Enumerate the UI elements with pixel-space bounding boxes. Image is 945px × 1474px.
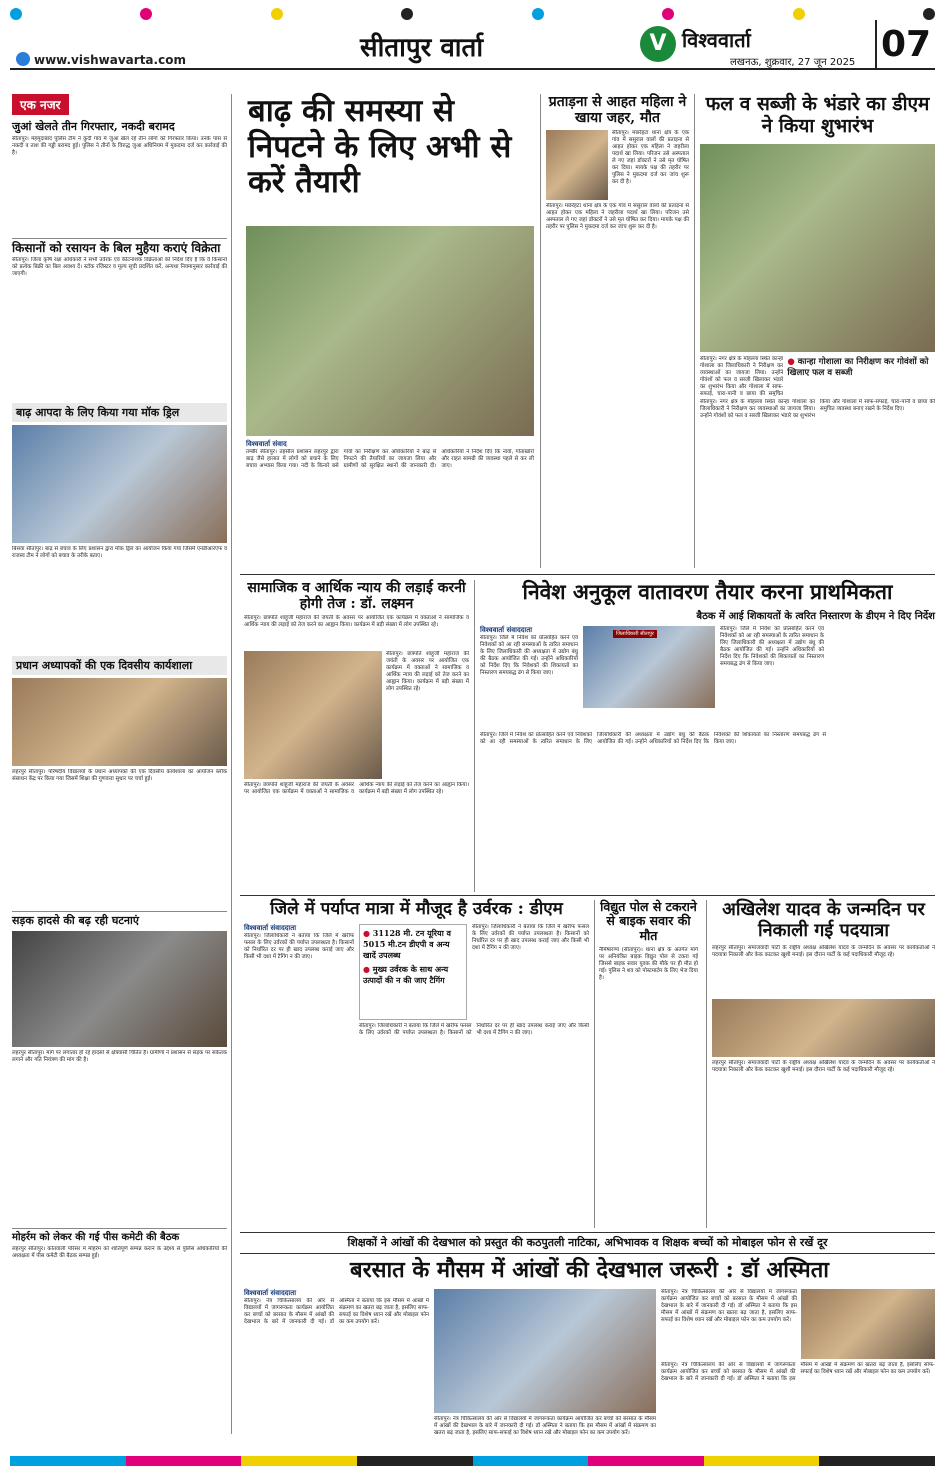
story6-byline: विश्ववार्ता संवाददाता — [244, 923, 297, 932]
story5-right: सीतापुर। जिले में निवेश को प्रोत्साहित करने एवं निवेशकों को आ रही समस्याओं के त्वरित समाधान के लिए जिलाधिकारी की अध्यक्षता में उद्योग बंधु की बैठक आयोजित की गई। उन्होंने अधिकारियों को निर्देश दिए कि निवेशकों की शिकायतों का निस्तारण समयबद्ध ढंग से किया जाए। — [720, 626, 824, 668]
brand-name: विश्ववार्ता — [682, 28, 751, 52]
divider — [240, 895, 935, 896]
story9-headline: बरसात के मौसम में आंखों की देखभाल जरूरी : डॉ अस्मिता — [350, 1257, 829, 1283]
road-photo — [12, 931, 227, 1047]
cyan-mark — [10, 8, 22, 20]
story9-col4: सीतापुर। नेत्र चिकित्सालय की ओर से विद्यालयों में जागरूकता कार्यक्रम आयोजित कर बच्चों को बरसात के मौसम में आंखों की देखभाल के बारे में जानकारी दी गई। डॉ अस्मिता ने बताया कि इस मौसम में आंखों में संक्रमण का खतरा बढ़ जाता है, इसलिए साफ-सफाई का विशेष ध्यान रखें और मोबाइल फोन का कम उपयोग करें। — [661, 1362, 935, 1383]
story7-text: नैमिषारण्य (सीतापुर)। थाना क्षेत्र के अंतर्गत मार्ग पर अनियंत्रित बाइक विद्युत पोल से टकरा गई जिससे बाइक सवार युवक की मौके पर ही मौत हो गई। पुलिस ने शव को पोस्टमार्टम के लिए भेज दिया है। — [599, 947, 698, 982]
brief-title: मोहर्रम को लेकर की गई पीस कमेटी की बैठक — [12, 1228, 227, 1244]
story-bike-accident — [594, 900, 702, 1228]
story6-col2: सीतापुर। जिलाधिकारी ने बताया कि जिले में खरीफ फसल के लिए उर्वरकों की पर्याप्त उपलब्धता है। किसानों को निर्धारित दर पर ही खाद उपलब्ध कराई जाए और किसी भी दशा में टैगिंग न की जाए। — [472, 923, 589, 951]
story8-text: लहरपुर सीतापुर। समाजवादी पार्टी के राष्ट्रीय अध्यक्ष अखिलेश यादव के जन्मदिन के अवसर पर कार्यकर्ताओं ने पदयात्रा निकाली और केक काटकर खुशी मनाई। इस दौरान पार्टी के कई पदाधिकारी मौजूद रहे। — [712, 1060, 935, 1074]
sidebar-column — [12, 94, 232, 1434]
main-story-body — [246, 440, 534, 570]
story2-text-a: सीतापुर। मछरेहटा थाना क्षेत्र के एक गांव में ससुराल वालों की प्रताड़ना से आहत होकर एक महिला ने जहरीला पदार्थ खा लिया। परिजन उसे अस्पताल ले गए जहां डॉक्टरों ने उसे मृत घोषित कर दिया। मायके पक्ष की तहरीर पर पुलिस ने मुकदमा दर्ज कर जांच शुरू कर दी है। — [612, 130, 689, 186]
brief-title: जुआं खेलते तीन गिरफ्तार, नकदी बरामद — [12, 120, 175, 133]
magenta-mark — [140, 8, 152, 20]
flood-inspection-photo — [246, 226, 534, 436]
story3-caption — [787, 356, 935, 396]
bullet-icon: ● — [363, 927, 373, 938]
story9-col1: सीतापुर। नेत्र चिकित्सालय की ओर से विद्यालयों में जागरूकता कार्यक्रम आयोजित कर बच्चों को बरसात के मौसम में आंखों की देखभाल के बारे में जानकारी दी गई। डॉ अस्मिता ने बताया कि इस मौसम में आंखों में संक्रमण का खतरा बढ़ जाता है, इसलिए साफ-सफाई का विशेष ध्यान रखें और मोबाइल फोन का कम उपयोग करें। — [244, 1298, 429, 1326]
divider — [240, 574, 935, 575]
brief-text: लहरपुर सीतापुर। मार्ग पर लगातार हो रहे हादसों से क्षेत्रवासी चिंतित हैं। ग्रामीणों ने प्रशासन से सड़क पर संकेतक लगाने और गति नियंत्रण की मांग की है। — [12, 1050, 227, 1064]
story5-text: सीतापुर। जिले में निवेश को प्रोत्साहित करने एवं निवेशकों को आ रही समस्याओं के त्वरित समाधान के लिए जिलाधिकारी की अध्यक्षता में उद्योग बंधु की बैठक आयोजित की गई। उन्होंने अधिकारियों को निर्देश दिए कि निवेशकों की शिकायतों का निस्तारण समयबद्ध ढंग से किया जाए। — [480, 732, 826, 745]
section-title: सीतापुर वार्ता — [360, 33, 484, 63]
box-point — [363, 928, 463, 961]
story5-subhead: बैठक में आई शिकायतों के त्वरित निस्तारण के डीएम ने दिए निर्देश — [696, 611, 935, 623]
photo-banner: जिलाधिकारी सीतापुर — [613, 630, 657, 638]
brief-text: सीतापुर। महमूदाबाद पुलिस टीम ने कुर्दी गांव में जुआ खेल रहे तीन लोगों को गिरफ्तार किया। उनके पास से नकदी व ताश की गड्डी बरामद हुई। पुलिस ने तीनों के विरुद्ध जुआ अधिनियम में मुकदमा दर्ज कर कार्रवाई की है। — [12, 135, 227, 156]
bullet-icon: ● — [363, 963, 373, 974]
brief-text: सीतापुर। जिला कृषि रक्षा अधिकारी ने सभी उर्वरक एवं कीटनाशक विक्रेताओं को निर्देश दिए हैं कि वे किसानों को प्रत्येक बिक्री का बिल अवश्य दें। स्टॉक रजिस्टर व मूल्य सूची प्रदर्शित करें, अन्यथा नियमानुसार कार्रवाई की जाएगी। — [12, 257, 227, 278]
story3-text: सीतापुर। नगर क्षेत्र के मोहल्ला स्थित कान्हा गोशाला का जिलाधिकारी ने निरीक्षण कर व्यवस्थाओं का जायजा लिया। उन्होंने गोवंशों को फल व सब्जी खिलाकर भंडारे का शुभारंभ किया और गोशाला में साफ-सफाई, चारा-पानी व छाया की समुचित व्यवस्था बनाए रखने के निर्देश दिए। — [700, 398, 935, 419]
story-woman-poison — [540, 94, 695, 568]
main-headline: बाढ़ की समस्या से निपटने के लिए अभी से करें तैयारी — [248, 93, 512, 201]
story5-byline: विश्ववार्ता संवाददाता — [480, 626, 533, 635]
story6-col3: सीतापुर। जिलाधिकारी ने बताया कि जिले में खरीफ फसल के लिए उर्वरकों की पर्याप्त उपलब्धता है। किसानों को निर्धारित दर पर ही खाद उपलब्ध कराई जाए और किसी भी दशा में टैगिंग न की जाए। — [359, 1022, 589, 1036]
brand-logo-icon: V — [640, 26, 676, 62]
story8-lead: लहरपुर सीतापुर। समाजवादी पार्टी के राष्ट्रीय अध्यक्ष अखिलेश यादव के जन्मदिन के अवसर पर कार्यकर्ताओं ने पदयात्रा निकाली और केक काटकर खुशी मनाई। इस दौरान पार्टी के कई पदाधिकारी मौजूद रहे। — [712, 945, 935, 959]
story9-byline: विश्ववार्ता संवाददाता — [244, 1289, 297, 1298]
mock-drill-photo — [12, 425, 227, 543]
gaushala-photo — [700, 144, 935, 352]
story2-text-b: सीतापुर। मछरेहटा थाना क्षेत्र के एक गांव में ससुराल वालों की प्रताड़ना से आहत होकर एक महिला ने जहरीला पदार्थ खा लिया। परिजन उसे अस्पताल ले गए जहां डॉक्टरों ने उसे मृत घोषित कर दिया। मायके पक्ष की तहरीर पर पुलिस ने मुकदमा दर्ज कर जांच शुरू कर दी है। — [546, 203, 689, 231]
seminar-photo — [244, 651, 382, 779]
color-bar — [10, 1456, 935, 1466]
box-text: 31128 मी. टन यूरिया व 5015 मी.टन डीएपी व अन्य खादें उपलब्ध — [363, 927, 451, 960]
brief-text: लहरपुर सीतापुर। परिषदीय विद्यालयों के प्रधान अध्यापकों की एक दिवसीय कार्यशाला का आयोजन ब्लॉक संसाधन केंद्र पर किया गया जिसमें शिक्षा की गुणवत्ता सुधार पर चर्चा हुई। — [12, 769, 227, 783]
yellow-mark — [271, 8, 283, 20]
meeting-photo — [583, 626, 715, 708]
story9-under: सीतापुर। नेत्र चिकित्सालय की ओर से विद्यालयों में जागरूकता कार्यक्रम आयोजित कर बच्चों को बरसात के मौसम में आंखों की देखभाल के बारे में जानकारी दी गई। डॉ अस्मिता ने बताया कि इस मौसम में आंखों में संक्रमण का खतरा बढ़ जाता है, इसलिए साफ-सफाई का विशेष ध्यान रखें और मोबाइल फोन का कम उपयोग करें। — [434, 1416, 656, 1437]
padyatra-photo — [712, 999, 935, 1057]
page-number: 07 — [875, 20, 935, 70]
brief-title: प्रधान अध्यापकों की एक दिवसीय कार्यशाला — [12, 656, 227, 675]
magenta-mark — [662, 8, 674, 20]
url-text: www.vishwavarta.com — [34, 53, 186, 67]
brief-title: किसानों को रसायन के बिल मुहैया कराएं विक्रेता — [12, 238, 227, 256]
story3-headline: फल व सब्जी के भंडारे का डीएम ने किया शुभारंभ — [705, 93, 930, 137]
story5-lead: सीतापुर। जिले में निवेश को प्रोत्साहित करने एवं निवेशकों को आ रही समस्याओं के त्वरित समाधान के लिए जिलाधिकारी की अध्यक्षता में उद्योग बंधु की बैठक आयोजित की गई। उन्होंने अधिकारियों को निर्देश दिए कि निवेशकों की शिकायतों का निस्तारण समयबद्ध ढंग से किया जाए। — [480, 635, 578, 677]
story9-col3: सीतापुर। नेत्र चिकित्सालय की ओर से विद्यालयों में जागरूकता कार्यक्रम आयोजित कर बच्चों को बरसात के मौसम में आंखों की देखभाल के बारे में जानकारी दी गई। डॉ अस्मिता ने बताया कि इस मौसम में आंखों में संक्रमण का खतरा बढ़ जाता है, इसलिए साफ-सफाई का विशेष ध्यान रखें और मोबाइल फोन का कम उपयोग करें। — [661, 1289, 797, 1324]
cyan-mark — [532, 8, 544, 20]
brief-text: लहरपुर सीतापुर। कोतवाली परिसर में मोहर्रम को शांतिपूर्ण सम्पन्न कराने के उद्देश्य से पुलिस अधिकारियों की अध्यक्षता में पीस कमेटी की बैठक सम्पन्न हुई। — [12, 1245, 227, 1259]
eye-care-strap: शिक्षकों ने आंखों की देखभाल को प्रस्तुत की कठपुतली नाटिका, अभिभावक व शिक्षक बच्चों को मोबाइल फोन से रखें दूर — [240, 1232, 935, 1254]
awareness-photo — [801, 1289, 935, 1359]
story-investment — [474, 580, 935, 892]
main-text: तम्बौर सीतापुर। तहसील प्रशासन लहरपुर द्वारा बाढ़ जैसे हालात में लोगों को बचाने के लिए बचाव अभ्यास किया गया। नदी के किनारे बसे गांवों का निरीक्षण कर अधिकारियों ने बाढ़ से निपटने की तैयारियों का जायजा लिया और ग्रामीणों को सुरक्षित स्थानों की जानकारी दी। अधिकारियों ने निर्देश दिए कि नावों, गोताखोरों और राहत सामग्री की व्यवस्था पहले से कर ली जाए। — [246, 449, 534, 469]
story6-headline: जिले में पर्याप्त मात्रा में मौजूद है उर्वरक : डीएम — [270, 899, 563, 919]
story2-headline: प्रताड़ना से आहत महिला ने खाया जहर, मौत — [548, 94, 687, 127]
site-url[interactable] — [16, 52, 186, 67]
main-byline: विश्ववार्ता संवाद — [246, 440, 287, 448]
story4-side: सीतापुर। छत्रपति शाहूजी महाराज की जयंती के अवसर पर आयोजित एक कार्यक्रम में वक्ताओं ने सामाजिक व आर्थिक न्याय की लड़ाई को तेज करने का आह्वान किया। कार्यक्रम में बड़ी संख्या में लोग उपस्थित रहे। — [386, 651, 469, 693]
story5-headline: निवेश अनुकूल वातावरण तैयार करना प्राथमिकता — [522, 579, 893, 604]
masthead — [10, 22, 935, 70]
black-mark — [401, 8, 413, 20]
story4-headline: सामाजिक व आर्थिक न्याय की लड़ाई करनी होगी तेज : डॉ. लक्ष्मन — [247, 580, 466, 613]
story4-lead: सीतापुर। छत्रपति शाहूजी महाराज की जयंती के अवसर पर आयोजित एक कार्यक्रम में वक्ताओं ने सामाजिक व आर्थिक न्याय की लड़ाई को तेज करने का आह्वान किया। कार्यक्रम में बड़ी संख्या में लोग उपस्थित रहे। — [244, 615, 469, 629]
brief-title: बाढ़ आपदा के लिए किया गया मॉक ड्रिल — [12, 403, 227, 422]
story-akhilesh-padyatra — [706, 900, 935, 1228]
brief-text: बिसवां सीतापुर। बाढ़ से बचाव के लिए प्रशासन द्वारा मॉक ड्रिल का आयोजन किया गया जिसमें एनडीआरएफ व राजस्व टीम ने लोगों को बचाव के तरीके बताए। — [12, 546, 227, 560]
victim-photo — [546, 130, 608, 200]
story8-headline: अखिलेश यादव के जन्मदिन पर निकाली गई पदयात्रा — [722, 899, 925, 941]
workshop-photo — [12, 678, 227, 766]
story3-lead: सीतापुर। नगर क्षेत्र के मोहल्ला स्थित कान्हा गोशाला का जिलाधिकारी ने निरीक्षण कर व्यवस्थाओं का जायजा लिया। उन्होंने गोवंशों को फल व सब्जी खिलाकर भंडारे का शुभारंभ किया और गोशाला में साफ-सफाई, चारा-पानी व छाया की समुचित — [700, 355, 784, 396]
bullet-icon: ● — [787, 356, 798, 367]
story6-col1: सीतापुर। जिलाधिकारी ने बताया कि जिले में खरीफ फसल के लिए उर्वरकों की पर्याप्त उपलब्धता है। किसानों को निर्धारित दर पर ही खाद उपलब्ध कराई जाए और किसी भी दशा में टैगिंग न की जाए। — [244, 932, 354, 960]
school-program-photo — [434, 1289, 656, 1413]
caption-text: कान्हा गोशाला का निरीक्षण कर गोवंशों को खिलाए फल व सब्जी — [787, 356, 929, 378]
brief-title: सड़क हादसे की बढ़ रही घटनाएं — [12, 911, 227, 928]
registration-marks — [0, 8, 945, 22]
story-social-justice — [244, 580, 469, 892]
sidebar-label: एक नजर — [12, 94, 69, 115]
fertilizer-box — [359, 924, 467, 1020]
box-text: मुख्य उर्वरक के साथ अन्य उत्पादों की न की जाए टैगिंग — [363, 963, 449, 985]
story7-headline: विद्युत पोल से टकराने से बाइक सवार की मौत — [600, 899, 697, 943]
story4-text: सीतापुर। छत्रपति शाहूजी महाराज की जयंती के अवसर पर आयोजित एक कार्यक्रम में वक्ताओं ने सामाजिक व आर्थिक न्याय की लड़ाई को तेज करने का आह्वान किया। कार्यक्रम में बड़ी संख्या में लोग उपस्थित रहे। — [244, 782, 469, 796]
black-mark — [923, 8, 935, 20]
story-dm-bhandara — [700, 94, 935, 568]
issue-date: लखनऊ, शुक्रवार, 27 जून 2025 — [730, 57, 856, 68]
box-point — [363, 964, 463, 986]
story-fertilizer — [244, 900, 589, 1228]
story-eye-care — [244, 1258, 935, 1453]
globe-icon — [16, 52, 30, 66]
yellow-mark — [793, 8, 805, 20]
